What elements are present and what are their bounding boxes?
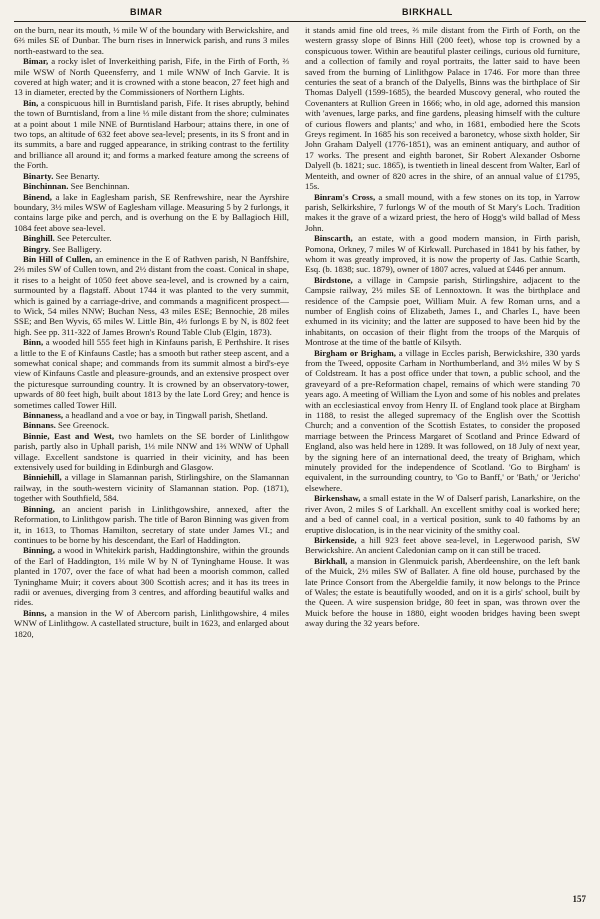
gazetteer-entry — [14, 472, 289, 503]
header-right-word: BIRKHALL — [402, 7, 453, 17]
entry-headword: Binning, — [23, 545, 55, 556]
entry-headword: Binghill. — [23, 233, 55, 244]
entry-headword: Binnaness, — [23, 410, 64, 421]
entry-text: a headland and a voe or bay, in Tingwall parish, Shetland. — [65, 410, 268, 421]
gazetteer-entry — [305, 493, 580, 535]
gazetteer-entry — [14, 420, 289, 430]
entry-headword: Birkhall, — [314, 555, 348, 566]
gazetteer-entry — [14, 192, 289, 234]
gazetteer-entry — [14, 545, 289, 607]
entry-text: a village in Slamannan parish, Stirlingshire, on the Slamannan railway, in the south-western vicinity of Slamannan station. Pop. (1871), together with Southfield, 584. — [14, 472, 289, 504]
gazetteer-entry — [305, 192, 580, 234]
entry-headword: Binend, — [23, 191, 52, 202]
entry-text: an ancient parish in Linlithgowshire, annexed, after the Reformation, to Linlithgow parish. The title of Baron Binning was given from it, in 1613, to Thomas Hamilton, secretary of state under James VI.; and continues to be borne by his descendant, the Earl of Haddington. — [14, 503, 289, 545]
book-page — [14, 4, 586, 913]
gazetteer-entry — [305, 275, 580, 348]
entry-text: an eminence in the E of Rathven parish, N Banffshire, 2⅔ miles SW of Cullen town, and 2½ distant from the coast. Conical in shape, it rises to a height of 1050 feet above sea-level, and is crowned by a cairn, surmounted by a flagstaff. About 1744 it was planted to the very summit, which is gained by a carriage-drive, and commands a magnificent prospect—to Wick, 54 miles NNW; Buchan Ness, 43 miles ESE; Bennochie, 28 miles SSE; and Ben Wyvis, 65 miles W. Little Bin, 4⅔ furlongs E by N, is 802 feet high. See pp. 311-322 of James Brown's Round Table Club (Elgin, 1873). — [14, 253, 289, 337]
gazetteer-entry — [14, 233, 289, 243]
gazetteer-entry — [14, 171, 289, 181]
gazetteer-entry — [14, 254, 289, 337]
gazetteer-entry — [14, 181, 289, 191]
entry-text: a rocky islet of Inverkeithing parish, Fife, in the Firth of Forth, ⅔ mile WSW of North Queensferry, and 1 mile WNW of Inch Garvie. It is covered at high water; and it is crowned with a stone beacon, 27 feet high and 13 in diameter, erected by the Commissioners of Northern Lights. — [14, 56, 289, 98]
entry-headword: Binarty. — [23, 170, 54, 181]
entry-headword: Binscarth, — [314, 233, 353, 244]
entry-text: See Balligery. — [52, 243, 102, 254]
entry-headword: Binn, — [23, 337, 44, 348]
entry-headword: Binns, — [23, 607, 47, 618]
entry-text: a village in Eccles parish, Berwickshire, 330 yards from the Tweed, opposite Carham in Northumberland, and 3½ miles W by S of Coldstream. It has a post office under that town, a public school, and the graveyard of a pre-Reformation chapel, remains of which were standing 70 years ago. A meeting of William the Lyon and some of his nobles and prelates with an ecclesiastical envoy from Henry II. of England took place at Birgham in 1188, to resist the alleged supremacy of the English over the Scottish Church; and a convention of the Scottish Estates, to consider the proposed marriage between the Princess Margaret of Scotland and Prince Edward of England, also was held here in 1289. It was followed, on 18 July of next year, by the signing here of an international deed, the treaty of Brigham, which minutely provided for the independence of Scotland. 'Go to Birgham' is equivalent, in the surrounding country, to 'Go to Banff,' or 'Bath,' or 'Jericho' elsewhere. — [305, 347, 580, 493]
gazetteer-entry — [305, 25, 580, 192]
running-header — [14, 4, 586, 22]
gazetteer-entry — [14, 337, 289, 410]
entry-text: a conspicuous hill in Burntisland parish, Fife. It rises abruptly, behind the town of Burntisland, from a line ⅓ mile distant from the shore; culminates at a point about 1 mile NNE of Burntisland Harbour; attains there, in one of two tops, an altitude of 632 feet above sea-level; presents, in its S front and in its summits, a bare and rugged appearance, in striking contrast to the fertility and brilliance all around it; and forms a marked feature among the screens of the Forth. — [14, 97, 289, 171]
left-column — [14, 25, 289, 909]
entry-text: a small estate in the W of Dalserf parish, Lanarkshire, on the river Avon, 2 miles S of Larkhall. An excellent smithy coal is worked here; and a bed of cannel coal, in a vertical position, sunk to 40 fathoms by an eruptive dislocation, is in the near vicinity of the smithy coal. — [305, 493, 580, 535]
entry-text: a wooded hill 555 feet high in Kinfauns parish, E Perthshire. It rises a little to the E of Kinfauns Castle; has a smooth but rather steep ascent, and a somewhat conical shape; and commands from its summit almost a bird's-eye view of Kinfauns Castle and pleasure-grounds, and an extensive prospect over the picturesque surrounding country. It is crowned by an observatory-tower, upwards of 80 feet high, built about 1813 by the late Lord Grey; and hence is sometimes called Tower Hill. — [14, 337, 289, 410]
right-column — [305, 25, 580, 909]
entry-headword: Bingry. — [23, 243, 51, 254]
entry-text: on the burn, near its mouth, ½ mile W of the boundary with Berwickshire, and 6⅔ miles SE of Dunbar. The burn rises in Innerwick parish, and runs 3 miles north-eastward to the sea. — [14, 25, 289, 56]
gazetteer-entry — [14, 410, 289, 420]
entry-headword: Binchinnan. — [23, 181, 69, 192]
entry-headword: Binnans. — [23, 420, 56, 431]
text-columns — [14, 25, 586, 909]
page-number: 157 — [572, 894, 586, 904]
entry-headword: Bimar, — [23, 56, 49, 67]
entry-text: a hill 923 feet above sea-level, in Legerwood parish, SW Berwickshire. An ancient Caledonian camp on it can still be traced. — [305, 534, 580, 556]
entry-headword: Binniehill, — [23, 472, 62, 483]
entry-text: a small mound, with a few stones on its top, in Yarrow parish, Selkirkshire, 7 furlongs W of the mouth of St Mary's Loch. Tradition makes it the grave of a wizard priest, the hero of Hogg's wild ballad of Mess John. — [305, 191, 580, 233]
entry-text: an estate, with a good modern mansion, in Firth parish, Pomona, Orkney, 7 miles W of Kirkwall. Purchased in 1841 by his father, by whom it was greatly improved, it is now the property of Jas. Cathie Scarth, Esq. (b. 1838; suc. 1879), owner of 1807 acres, valued at £446 per annum. — [305, 233, 580, 275]
entry-text: See Peterculter. — [57, 233, 112, 244]
entry-headword: Birdstone, — [314, 274, 353, 285]
gazetteer-entry — [305, 556, 580, 629]
entry-headword: Birgham or Brigham, — [314, 347, 396, 358]
entry-headword: Bin, — [23, 97, 39, 108]
entry-text: a mansion in the W of Abercorn parish, Linlithgowshire, 4 miles WNW of Linlithgow. A castellated structure, built in 1623, and enlarged about 1820, — [14, 607, 289, 639]
gazetteer-entry — [14, 608, 289, 639]
entry-text: See Benarty. — [55, 170, 100, 181]
gazetteer-entry — [14, 56, 289, 98]
entry-headword: Binning, — [23, 503, 55, 514]
entry-text: it stands amid fine old trees, ⅔ mile distant from the Firth of Forth, on the western grassy slope of Binns Hill (200 feet), whose top is crowned by a conspicuous tower. Within are beautiful plaster ceilings, curious old furniture, and a collection of family and royal portraits, the latter said to have been saved from the burning of Linlithgow Palace in 1746. For more than three centuries the seat of a branch of the Dalyells, Binns was the birthplace of Sir Thomas Dalyell (1599-1685), the bearded Muscovy general, who routed the Covenanters at Rullion Green in 1666; who, in old age, adorned this mansion with 'avenues, large parks, and fine gardens, pleasing himself with the culture of curious flowers and plants;' and who, in 1681, embodied here the Scots Greys regiment. In 1685 his son received a baronetcy, whose sixth holder, Sir John Graham Dalyell (1776-1851), was an eminent antiquary, and author of 17 works. The present and eighth baronet, Sir Robert Alexander Osborne Dalyell (b. 1821; suc. 1865), is twentieth in lineal descent from Walter, Earl of Menteith, and owner of 820 acres in the shire, of an annual value of £1795, 15s. — [305, 25, 580, 192]
entry-headword: Binnie, East and West, — [23, 430, 115, 441]
gazetteer-entry — [14, 244, 289, 254]
entry-text: a village in Campsie parish, Stirlingshire, adjacent to the Campsie railway, 2½ miles SE of Lennoxtown. It was the birthplace and residence of the Campsie poet, William Muir. A few Roman urns, and a number of English coins of Elizabeth, James I., and Charles I., have been exhumed in its vicinity; and the latter are supposed to have been hid by the inhabitants, on occasion of their flight from the troops of the Marquis of Montrose at the time of the battle of Kilsyth. — [305, 274, 580, 348]
header-left-word: BIMAR — [130, 7, 163, 17]
entry-text: a wood in Whitekirk parish, Haddingtonshire, within the grounds of the Earl of Haddington, 1⅓ mile W by N of Tyninghame House. It was planted in 1707, over the face of what had been a moorish common, called Tyninghame Muir; it covers about 300 Scottish acres; and it has its trees in radii or avenues, diverging from 3 centres, and affording beautiful walks and rides. — [14, 545, 289, 608]
gazetteer-entry — [14, 25, 289, 56]
entry-text: a mansion in Glenmuick parish, Aberdeenshire, on the left bank of the Muick, 2½ miles SW of Ballater. A fine old house, purchased by the late Prince Consort from the Abergeldie family, it now belongs to the Prince of Wales; the estate is beautifully wooded, and on it is a girls' school, built by the Queen. A wire suspension bridge, 80 feet in span, was thrown over the Muick before the house in 1880, eight wooden bridges having been swept away during the 32 years before. — [305, 555, 580, 629]
gazetteer-entry — [305, 535, 580, 556]
entry-text: a lake in Eaglesham parish, SE Renfrewshire, near the Ayrshire boundary, 3½ miles WSW of Eaglesham village. Measuring 5 by 2 furlongs, it contains large pike and perch, and is overhung on the E by Ballagioch Hill, 1084 feet above sea-level. — [14, 191, 289, 233]
entry-headword: Binram's Cross, — [314, 191, 376, 202]
gazetteer-entry — [14, 431, 289, 473]
entry-headword: Bin Hill of Cullen, — [23, 253, 93, 264]
gazetteer-entry — [305, 233, 580, 275]
entry-text: See Greenock. — [58, 420, 110, 431]
entry-text: See Benchinnan. — [70, 181, 130, 192]
entry-headword: Birkenside, — [314, 534, 357, 545]
gazetteer-entry — [14, 504, 289, 546]
entry-headword: Birkenshaw, — [314, 493, 361, 504]
gazetteer-entry — [305, 348, 580, 494]
gazetteer-entry — [14, 98, 289, 171]
entry-text: two hamlets on the SE border of Linlithgow parish, partly also in Uphall parish, 1⅓ mile NNW and 1⅔ WNW of Uphall village. Excellent sandstone is quarried in their vicinity, and has been extensively used for building in Edinburgh and Glasgow. — [14, 430, 289, 473]
